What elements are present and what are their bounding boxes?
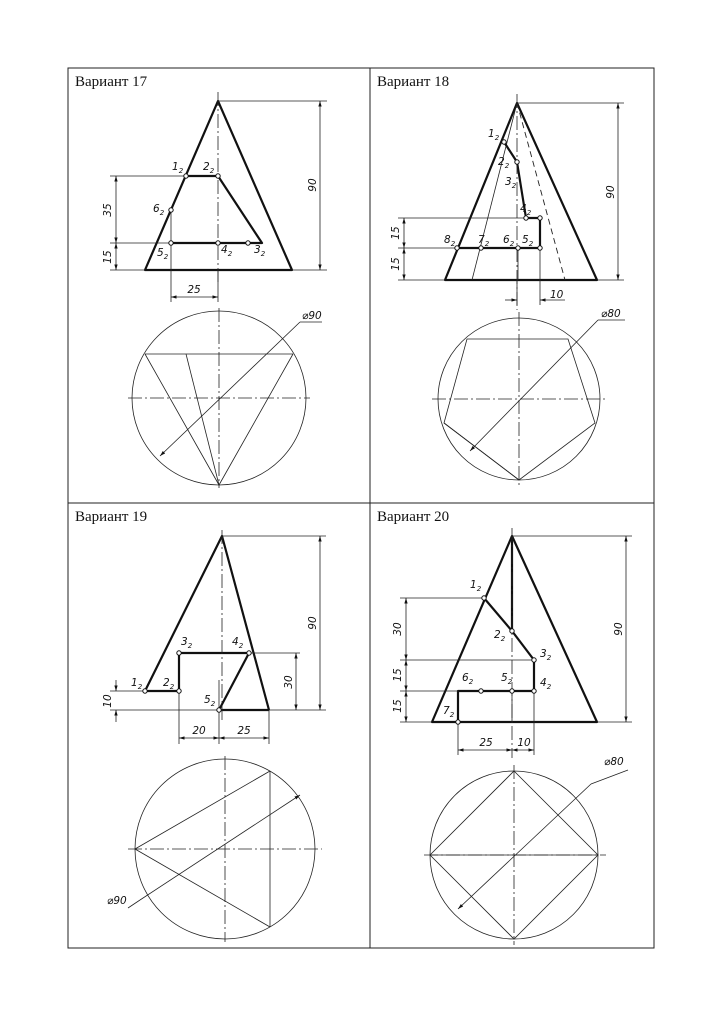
variant-17: [75, 74, 327, 488]
v17-point-1: $1_2$: [172, 161, 184, 175]
v20-dim-25: 25: [479, 737, 493, 749]
v20-point-5: $5_2$: [501, 672, 513, 686]
v19-point-3: $3_2$: [181, 636, 193, 650]
v20-dim-15a: 15: [392, 668, 404, 682]
variant-20-top-view: [424, 756, 628, 945]
v18-dim-height: 90: [605, 185, 617, 199]
v18-point-1: $1_2$: [488, 128, 500, 142]
v18-point-8: $8_2$: [444, 234, 456, 248]
variant-19-front-view: [102, 530, 326, 744]
variant-18-front-view: [390, 94, 624, 310]
v20-point-7: $7_2$: [443, 705, 455, 719]
v18-point-3: $3_2$: [505, 176, 517, 190]
variant-18-title: Вариант 18: [377, 74, 450, 90]
v19-dim-height: 90: [307, 616, 319, 630]
variant-17-title: Вариант 17: [75, 74, 148, 90]
v19-point-1: $1_2$: [131, 677, 143, 691]
v20-point-3: $3_2$: [540, 648, 552, 662]
v20-point-4: $4_2$: [540, 677, 552, 691]
v17-point-4: $4_2$: [221, 244, 233, 258]
v17-dim-height: 90: [307, 178, 319, 192]
v20-dim-10: 10: [517, 737, 531, 749]
frame: [68, 68, 654, 948]
v19-point-5: $5_2$: [204, 694, 216, 708]
v20-point-6: $6_2$: [462, 672, 474, 686]
variant-19-title: Вариант 19: [75, 509, 148, 525]
v18-point-2: $2_2$: [498, 156, 510, 170]
v20-dim-30: 30: [392, 622, 404, 636]
v18-point-5: $5_2$: [522, 234, 534, 248]
v20-dim-15b: 15: [392, 699, 404, 713]
variant-17-top-view: [128, 308, 322, 488]
v17-point-5: $5_2$: [157, 247, 169, 261]
v18-point-4: $4_2$: [520, 203, 532, 217]
v20-point-2: $2_2$: [494, 629, 506, 643]
v20-point-1: $1_2$: [470, 579, 482, 593]
variant-20: [377, 509, 632, 945]
variant-17-front-view: [102, 92, 327, 302]
variant-18: [377, 74, 625, 487]
v19-dim-diameter: ⌀90: [107, 895, 127, 907]
v17-point-6: $6_2$: [153, 203, 165, 217]
variant-20-title: Вариант 20: [377, 509, 450, 525]
variant-19: [75, 509, 326, 942]
v18-dim-15b: 15: [390, 257, 402, 271]
variant-19-top-view: [107, 756, 322, 942]
v18-point-7: $7_2$: [478, 234, 490, 248]
v18-point-6: $6_2$: [503, 234, 515, 248]
v19-dim-25: 25: [237, 725, 251, 737]
v19-point-2: $2_2$: [163, 677, 175, 691]
v18-dim-15a: 15: [390, 226, 402, 240]
v19-dim-30: 30: [283, 675, 295, 689]
variant-18-top-view: [432, 308, 625, 487]
v17-point-3: $3_2$: [254, 244, 266, 258]
v20-dim-height: 90: [613, 622, 625, 636]
v20-dim-diameter: ⌀80: [604, 756, 624, 768]
variant-20-front-view: [392, 528, 632, 758]
v17-point-2: $2_2$: [203, 161, 215, 175]
v17-dim-15: 15: [102, 250, 114, 264]
v17-dim-25: 25: [187, 284, 201, 296]
v17-dim-35: 35: [102, 203, 114, 217]
v18-dim-10: 10: [550, 289, 564, 301]
v19-dim-20: 20: [192, 725, 206, 737]
v19-point-4: $4_2$: [232, 636, 244, 650]
v17-dim-diameter: ⌀90: [302, 310, 322, 322]
v19-dim-10: 10: [102, 694, 114, 708]
v18-dim-diameter: ⌀80: [601, 308, 621, 320]
